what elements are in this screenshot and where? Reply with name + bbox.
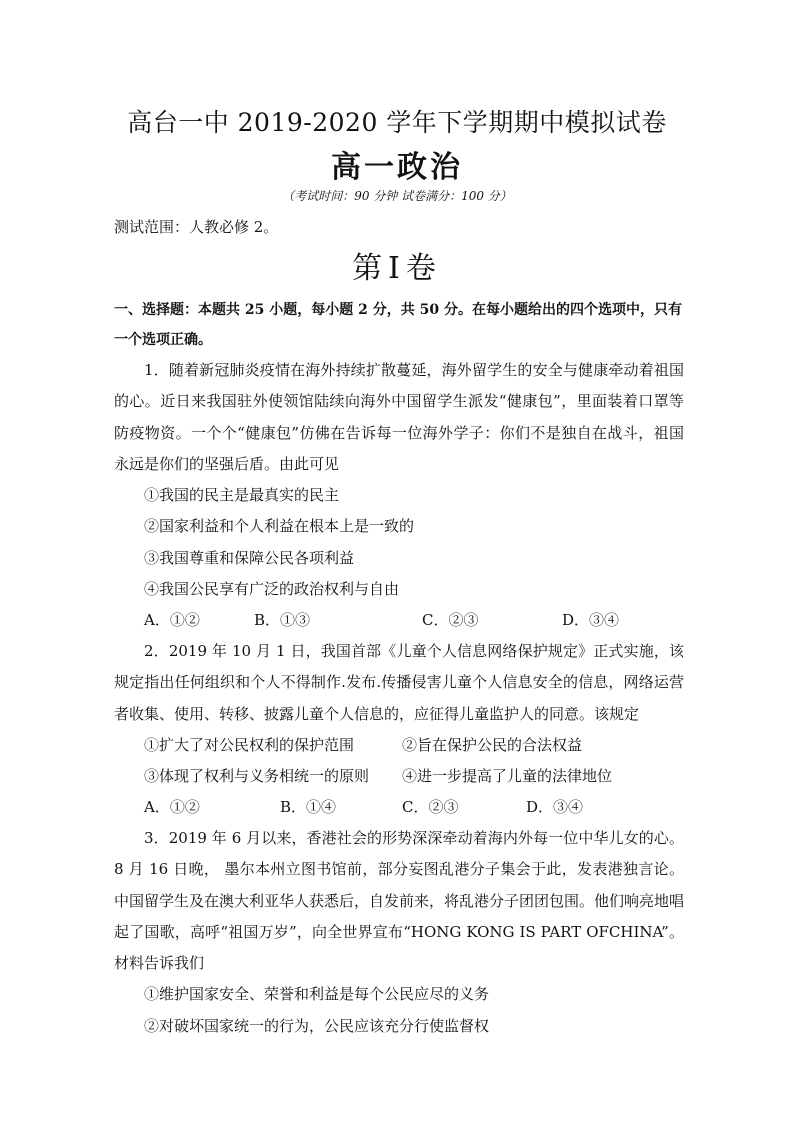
question-2 (114, 636, 684, 824)
statement-item: ②旨在保护公民的合法权益 (402, 735, 583, 754)
choice-a: A．①② (144, 798, 200, 817)
statement-item: ①维护国家安全、荣誉和利益是每个公民应尽的义务 (144, 985, 490, 1004)
statement-row (114, 761, 684, 792)
choice-c: C．②③ (422, 611, 479, 630)
statement-item: ③我国尊重和保障公民各项利益 (144, 548, 355, 567)
statement-row (114, 730, 684, 761)
question-3 (114, 823, 684, 1042)
statement-item: ①我国的民主是最真实的民主 (144, 486, 340, 505)
choice-d: D．③④ (526, 798, 584, 817)
statement-item: ②国家利益和个人利益在根本上是一致的 (144, 517, 415, 536)
exam-title: 高台一中 2019-2020 学年下学期期中模拟试卷 (127, 108, 667, 137)
choice-a: A．①② (144, 611, 200, 630)
statement-item: ④进一步提高了儿童的法律地位 (402, 767, 613, 786)
question-stem: 3．2019 年 6 月以来，香港社会的形势深深牵动着海内外每一位中华儿女的心。8 月 16 日晚， 墨尔本州立图书馆前，部分妄图乱港分子集会于此，发表港独言论。中国留学生及在澳大利亚华人获悉后，自发前来，将乱港分子团团包围。他们响亮地唱起了国歌，高呼“祖国万岁”，向全世界宣布“HONG KONG IS PART OFCHINA”。材料告诉我们 (114, 829, 685, 973)
choice-c: C．②③ (402, 798, 459, 817)
statement-item: ②对破坏国家统一的行为，公民应该充分行使监督权 (144, 1016, 490, 1035)
volume-heading: 第Ⅰ卷 (352, 251, 442, 286)
statement-item: ④我国公民享有广泛的政治权利与自由 (144, 580, 400, 599)
question-stem: 2．2019 年 10 月 1 日，我国首部《儿童个人信息网络保护规定》正式实施，该规定指出任何组织和个人不得制作.发布.传播侵害儿童个人信息安全的信息，网络运营者收集、使用、转移、披露儿童个人信息的，应征得儿童监护人的同意。该规定 (114, 642, 684, 723)
statement-item: ①扩大了对公民权利的保护范围 (144, 735, 355, 754)
question-1 (114, 355, 684, 637)
exam-subject: 高一政治 (331, 150, 463, 185)
answer-choices (114, 605, 684, 636)
test-scope: 测试范围：人教必修 2。 (114, 218, 279, 236)
question-stem: 1．随着新冠肺炎疫情在海外持续扩散蔓延，海外留学生的安全与健康牵动着祖国的心。近日来我国驻外使领馆陆续向海外中国留学生派发“健康包”，里面装着口罩等防疫物资。一个个“健康包”仿佛在告诉每一位海外学子：你们不是独自在战斗，祖国永远是你们的坚强后盾。由此可见 (114, 361, 684, 473)
choice-b: B．①③ (254, 611, 311, 630)
section-heading: 一、选择题：本题共 25 小题，每小题 2 分，共 50 分。在每小题给出的四个选项中，只有一个选项正确。 (114, 302, 682, 348)
choice-d: D．③④ (562, 611, 620, 630)
exam-info: （考试时间：90 分钟 试卷满分：100 分） (282, 189, 512, 203)
statement-item: ③体现了权利与义务相统一的原则 (144, 767, 370, 786)
answer-choices (114, 792, 684, 823)
choice-b: B．①④ (280, 798, 337, 817)
